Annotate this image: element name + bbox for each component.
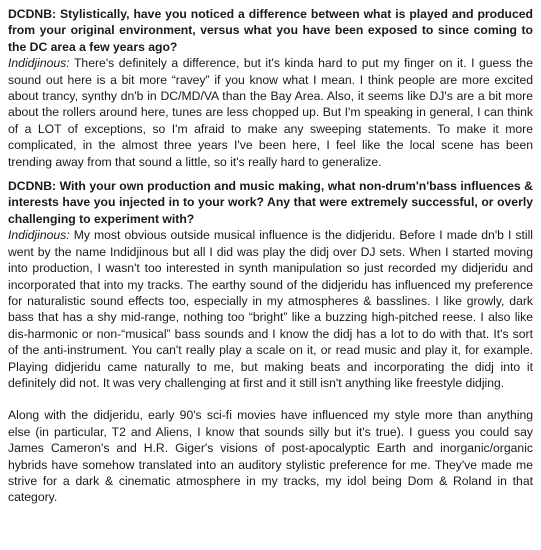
qa-block-2 [8, 178, 533, 506]
qa-block-1 [8, 6, 533, 170]
answer-text-1: There's definitely a difference, but it's kinda hard to put my finger on it. I guess the sound out here is a bit more “ravey” if you know what I mean. I think people are more excited about trancy, synthy dn'b in DC/MD/VA than the Bay Area. Also, it seems like DJ's are a bit more about the rollers around here, tunes are less chopped up. But I'm speaking in general, I can think of a LOT of exceptions, so I'm afraid to make any sweeping statements. To make it more complicated, in the almost three years I've been here, I feel like the local scene has been trending away from that sound a little, so it's really hard to generalize. [8, 56, 533, 169]
question-1: DCDNB: Stylistically, have you noticed a difference between what is played and produced from your original environment, versus what you have been exposed to since coming to the DC area a few years ago? [8, 7, 533, 54]
answer-1 [8, 55, 533, 170]
answer-2-continuation: Along with the didjeridu, early 90's sci-fi movies have influenced my style more than anything else (in particular, T2 and Aliens, I know that sounds silly but it's true). I guess you could say James Cameron's and H.R. Giger's visions of post-apocalyptic Earth and inorganic/organic hybrids have somehow translated into an auditory stylistic preference for me. They've made me strive for a dark & cinematic atmosphere in my tracks, my idol being Dom & Roland in that category. [8, 408, 533, 505]
speaker-label-2: Indidjinous: [8, 228, 70, 243]
answer-2 [8, 227, 533, 391]
speaker-label-1: Indidjinous: [8, 56, 70, 71]
question-2: DCDNB: With your own production and music making, what non-drum'n'bass influences & interests have you injected in to your work? Any that were extremely successful, or overly challenging to experiment with? [8, 179, 533, 226]
answer-text-2: My most obvious outside musical influence is the didjeridu. Before I made dn'b I still went by the name Indidjinous but all I did was play the didj over DJ sets. When I started moving into production, I wasn't too interested in synth manipulation so just recorded my didjeridu and incorporated that into my tracks. The earthy sound of the didjeridu has influenced my preference for naturalistic sound effects too, especially in my atmospheres & basslines. I like growly, dark bass that has a shy mid-range, nothing too “bright” like a buzzing high-pitched reese. I also like dis-harmonic or non-“musical” bass sounds and I know the didj has a lot to do with that. It's sort of the anti-instrument. You can't really play a scale on it, or read music and play it, for example. Playing didjeridu came naturally to me, but making beats and incorporating the didj into it definitely did not. It was very challenging at first and it still isn't anything like freestyle didjing. [8, 228, 533, 390]
